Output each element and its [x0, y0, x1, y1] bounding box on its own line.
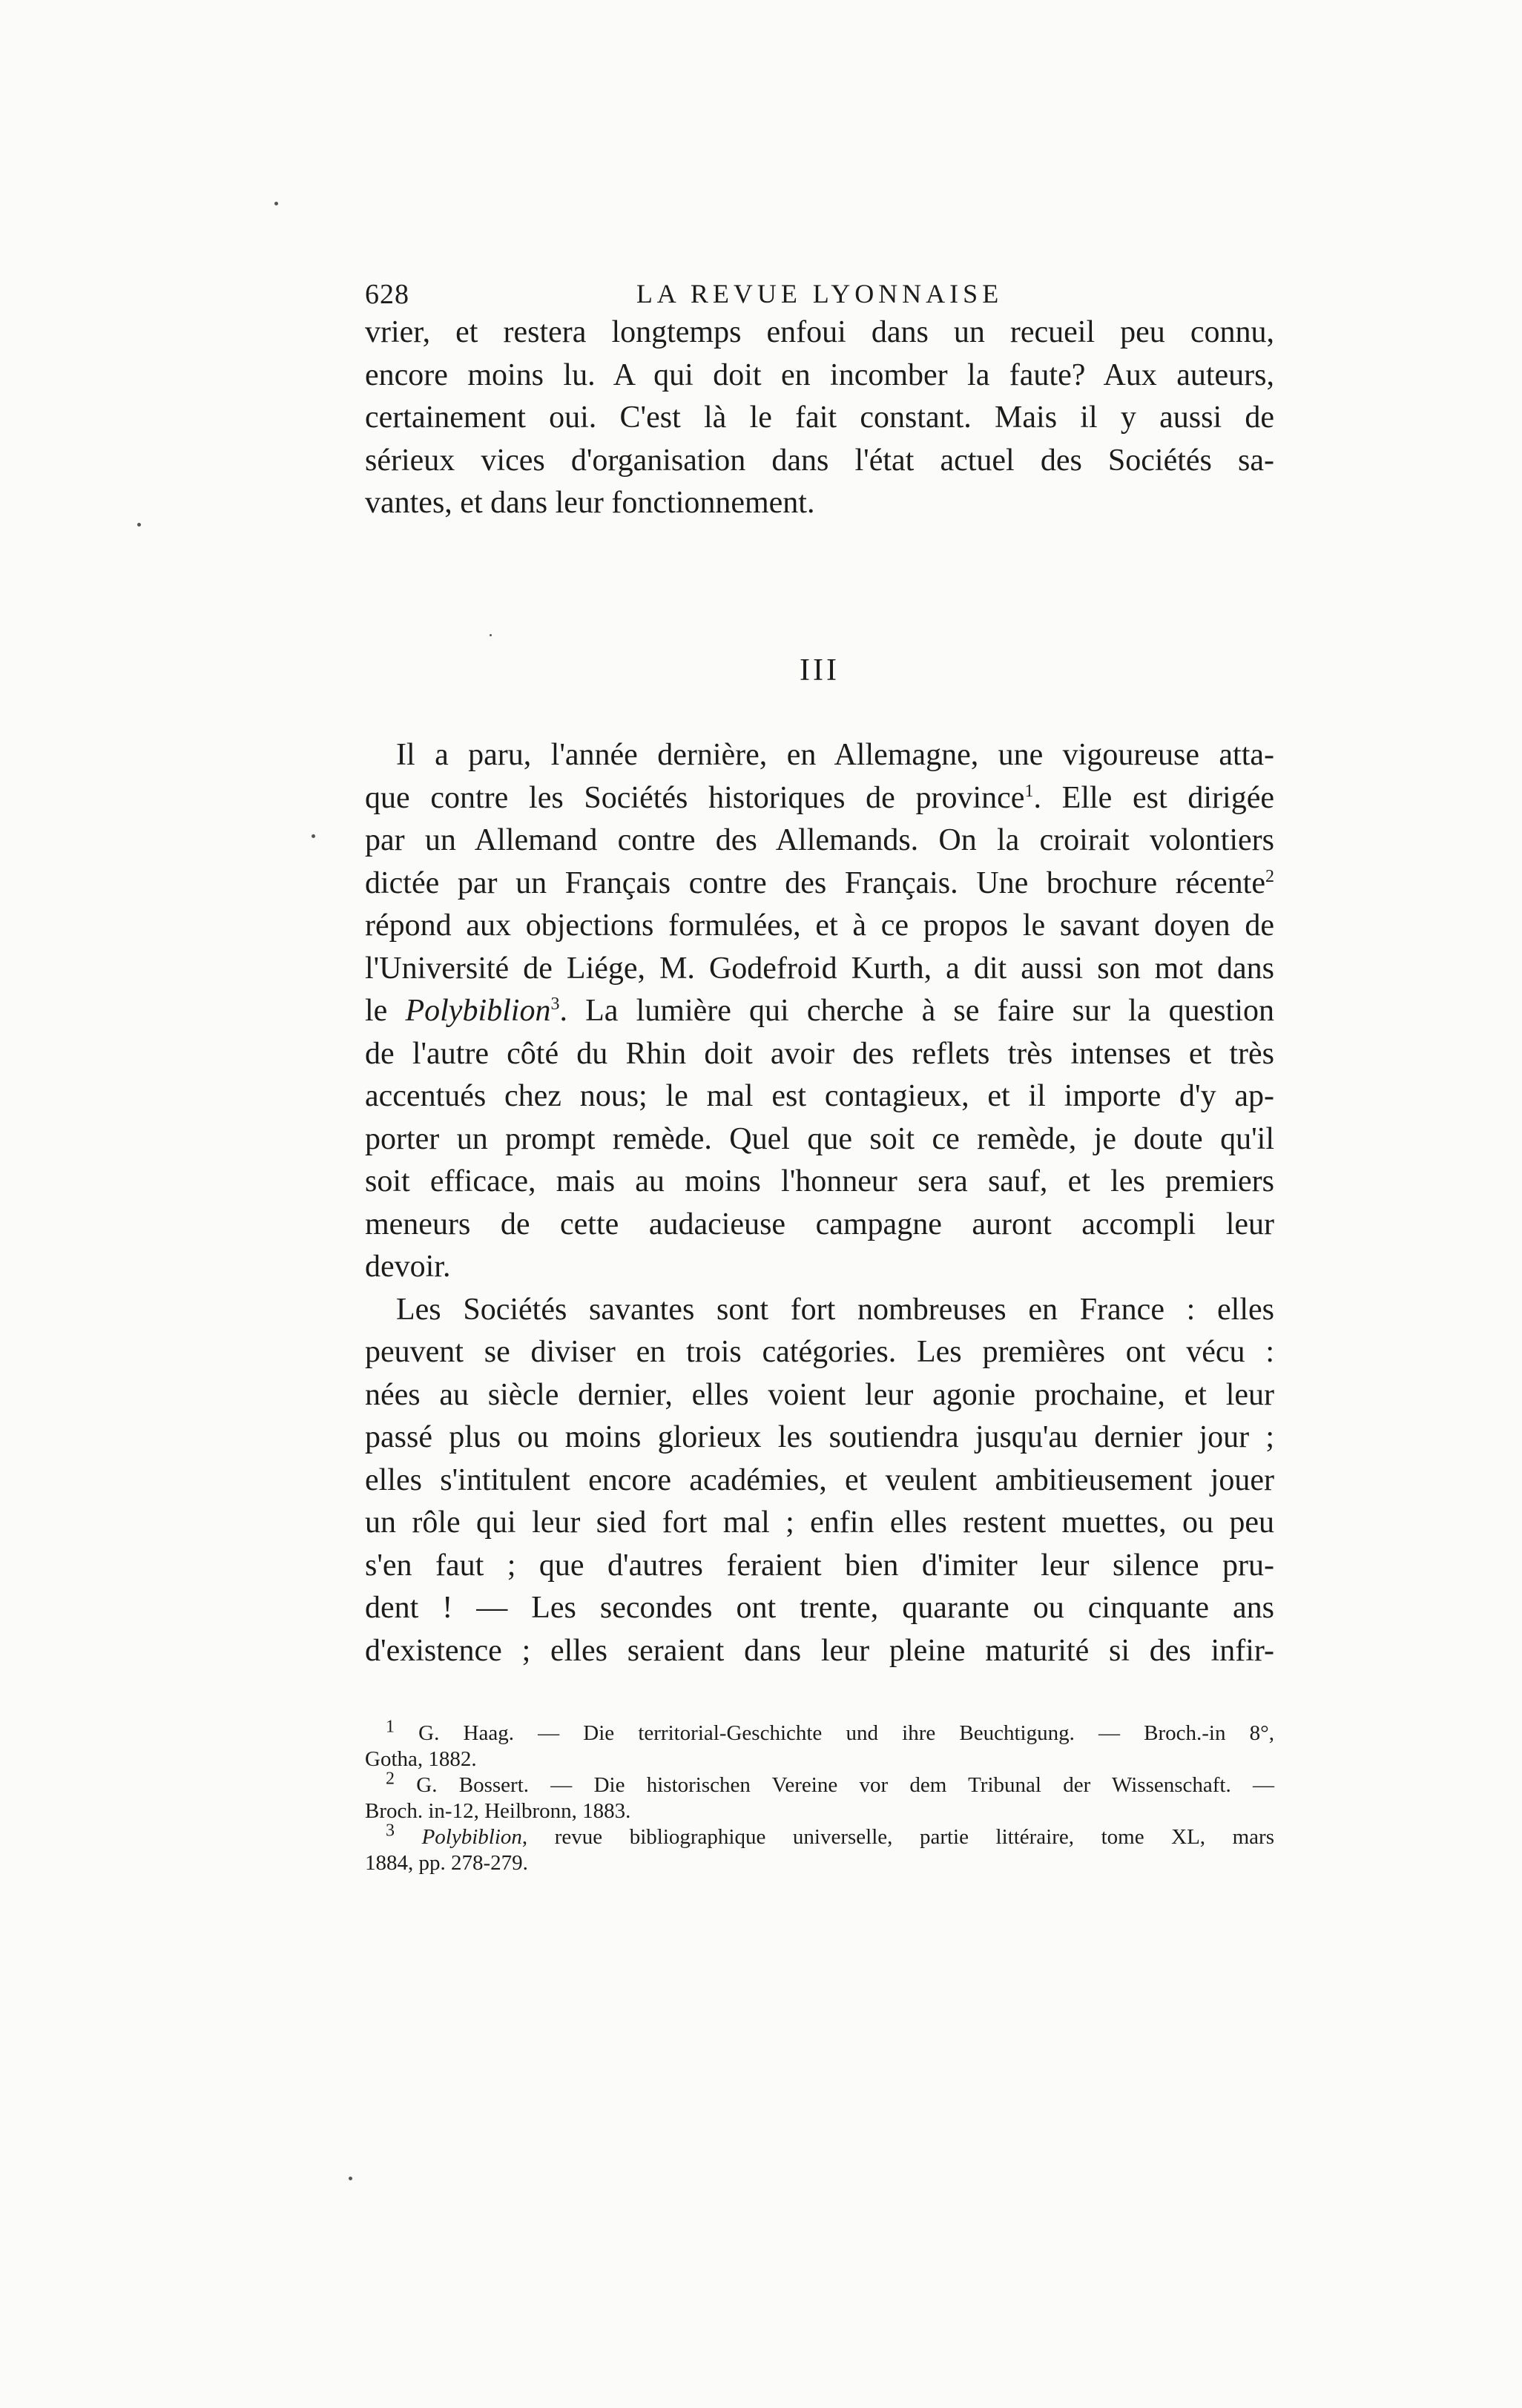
- footnote-2: [365, 1769, 1275, 1798]
- text-line: par un Allemand contre des Allemands. On la croirait volontiers: [365, 823, 1274, 857]
- footnote-1-cont: Gotha, 1882.: [365, 1747, 477, 1771]
- footnote-text: , revue bibliographique universelle, partie littéraire, tome XL, mars: [521, 1825, 1274, 1849]
- text-line: dent ! — Les secondes ont trente, quarante ou cinquante ans: [365, 1591, 1274, 1625]
- italic-title: Polybiblion: [405, 994, 551, 1028]
- scan-speck: [312, 834, 315, 838]
- scan-speck: [349, 2177, 352, 2180]
- footnote-ref: 3: [550, 994, 560, 1014]
- page-header: [365, 278, 1274, 315]
- text-run: le: [365, 994, 406, 1028]
- text-line: encore moins lu. A qui doit en incomber la faute? Aux auteurs,: [365, 357, 1274, 392]
- text-line: meneurs de cette audacieuse campagne auront accompli leur: [365, 1207, 1274, 1241]
- footnote-2-cont: Broch. in-12, Heilbronn, 1883.: [365, 1799, 631, 1823]
- text-run: que contre les Sociétés historiques de province: [365, 780, 1025, 815]
- text-line: Les Sociétés savantes sont fort nombreuses en France : elles: [396, 1292, 1274, 1327]
- text-line: [365, 777, 1274, 820]
- footnote-ref: 1: [1024, 781, 1034, 801]
- text-line: peuvent se diviser en trois catégories. Les premières ont vécu :: [365, 1335, 1274, 1369]
- footnote-3: [365, 1821, 1274, 1850]
- footnote-number: 2: [386, 1769, 395, 1789]
- text-run: . Elle est dirigée: [1033, 780, 1274, 815]
- text-line: d'existence ; elles seraient dans leur pleine maturité si des infir-: [365, 1633, 1274, 1668]
- text-line: vantes, et dans leur fonctionnement.: [365, 486, 815, 520]
- text-line: nées au siècle dernier, elles voient leur agonie prochaine, et leur: [365, 1377, 1274, 1412]
- text-line: soit efficace, mais au moins l'honneur sera sauf, et les premiers: [365, 1164, 1274, 1198]
- text-line: Il a paru, l'année dernière, en Allemagne, une vigoureuse atta-: [396, 738, 1274, 772]
- text-run: . La lumière qui cherche à se faire sur la question: [559, 994, 1274, 1028]
- text-line: [365, 990, 1274, 1033]
- text-line: un rôle qui leur sied fort mal ; enfin elles restent muettes, ou peu: [365, 1505, 1274, 1540]
- text-line: l'Université de Liége, M. Godefroid Kurth, a dit aussi son mot dans: [365, 951, 1274, 986]
- paragraph-continuation: [365, 311, 1274, 525]
- running-title: LA REVUE LYONNAISE: [636, 279, 1004, 309]
- footnote-text: G. Haag. — Die territorial-Geschichte und ihre Beuchtigung. — Broch.-in 8°,: [418, 1721, 1274, 1745]
- text-line: sérieux vices d'organisation dans l'état actuel des Sociétés sa-: [365, 443, 1274, 478]
- page-number: 628: [365, 279, 409, 310]
- text-line: devoir.: [365, 1250, 451, 1284]
- text-line: s'en faut ; que d'autres feraient bien d'imiter leur silence pru-: [365, 1548, 1274, 1583]
- footnote-3-cont: 1884, pp. 278-279.: [365, 1851, 528, 1875]
- scan-speck: [274, 202, 278, 205]
- text-line: de l'autre côté du Rhin doit avoir des reflets très intenses et très: [365, 1036, 1274, 1071]
- body-text: [365, 734, 1274, 1672]
- italic-title: Polybiblion: [421, 1825, 522, 1849]
- scan-speck: [137, 523, 141, 527]
- text-line: certainement oui. C'est là le fait constant. Mais il y aussi de: [365, 400, 1274, 435]
- footnote-text: G. Bossert. — Die historischen Vereine vor dem Tribunal der Wissenschaft. —: [416, 1773, 1275, 1797]
- footnotes: [365, 1717, 1275, 1876]
- footnote-number: 3: [386, 1821, 395, 1841]
- text-line: vrier, et restera longtemps enfoui dans un recueil peu connu,: [365, 315, 1274, 349]
- scan-speck: [490, 634, 492, 636]
- text-line: [365, 862, 1274, 906]
- footnote-ref: 2: [1265, 866, 1274, 886]
- text-line: répond aux objections formulées, et à ce propos le savant doyen de: [365, 908, 1274, 943]
- text-line: passé plus ou moins glorieux les soutiendra jusqu'au dernier jour ;: [365, 1420, 1274, 1454]
- text-line: porter un prompt remède. Quel que soit ce remède, je doute qu'il: [365, 1121, 1274, 1156]
- text-line: accentués chez nous; le mal est contagieux, et il importe d'y ap-: [365, 1079, 1274, 1113]
- text-line: elles s'intitulent encore académies, et veulent ambitieusement jouer: [365, 1462, 1274, 1497]
- footnote-number: 1: [386, 1717, 395, 1737]
- footnote-1: [365, 1717, 1274, 1746]
- text-run: dictée par un Français contre des Français. Une brochure récente: [365, 865, 1265, 900]
- section-heading: III: [800, 653, 840, 687]
